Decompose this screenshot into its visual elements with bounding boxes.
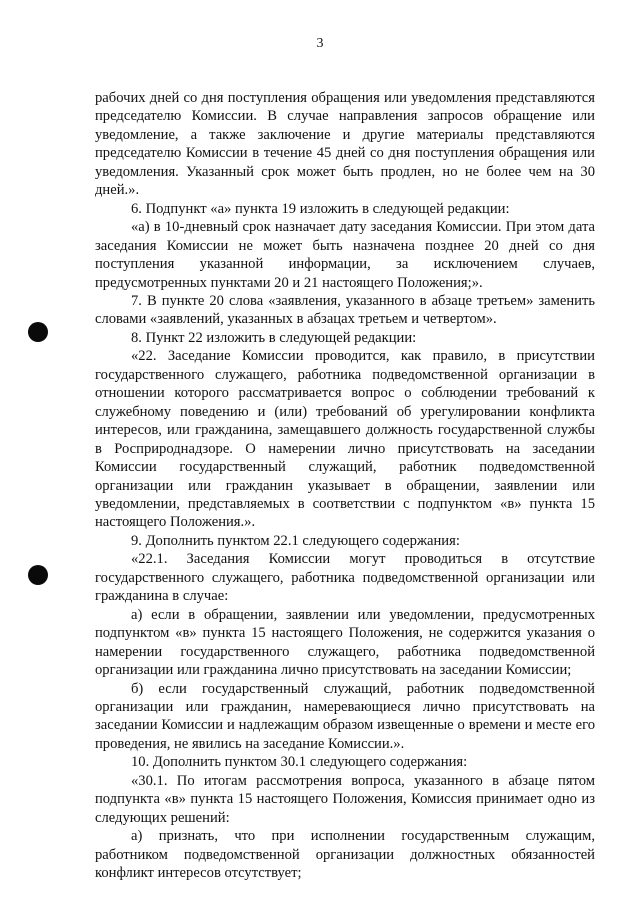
paragraph: «30.1. По итогам рассмотрения вопроса, указанного в абзаце пятом подпункта «в» пункта 15 настоящего Положения, Комиссия принимает одно из следующих решений: bbox=[95, 772, 595, 826]
paragraph: 6. Подпункт «а» пункта 19 изложить в следующей редакции: bbox=[131, 200, 510, 217]
paragraph: 10. Дополнить пунктом 30.1 следующего содержания: bbox=[131, 754, 468, 771]
paragraph: а) признать, что при исполнении государственным служащим, работником подведомственной организации должностных обязанностей конфликт интересов отсутствует; bbox=[95, 828, 595, 882]
paragraph: а) если в обращении, заявлении или уведомлении, предусмотренных подпунктом «в» пункта 15 настоящего Положения, не содержится указания о намерении государственного служащего, работника подведомственной организации или гражданина лично присутствовать на заседании Комиссии; bbox=[95, 606, 595, 679]
document-body bbox=[95, 89, 595, 882]
paragraph: 9. Дополнить пунктом 22.1 следующего содержания: bbox=[131, 532, 460, 549]
paragraph: рабочих дней со дня поступления обращения или уведомления представляются председателю Комиссии. В случае направления запросов обращение или уведомление, а также заключение и другие материалы представляются председателю Комиссии в течение 45 дней со дня поступления обращения или уведомления. Указанный срок может быть продлен, но не более чем на 30 дней.». bbox=[95, 90, 595, 199]
page-number: 3 bbox=[316, 36, 324, 51]
paragraph: 7. В пункте 20 слова «заявления, указанного в абзаце третьем» заменить словами «заявлений, указанных в абзацах третьем и четвертом». bbox=[95, 292, 595, 328]
punch-hole-bottom bbox=[28, 565, 48, 585]
paragraph: «а) в 10-дневный срок назначает дату заседания Комиссии. При этом дата заседания Комиссии не может быть назначена позднее 20 дней со дня поступления указанной информации, за исключением случаев, предусмотренных пунктами 20 и 21 настоящего Положения;». bbox=[95, 219, 595, 291]
paragraph: 8. Пункт 22 изложить в следующей редакции: bbox=[131, 329, 417, 346]
punch-hole-top bbox=[28, 322, 48, 342]
paragraph: «22. Заседание Комиссии проводится, как правило, в присутствии государственного служащего, работника подведомственной организации в отношении которого рассматривается вопрос о соблюдении требований к служебному поведению и (или) требований об урегулировании конфликта интересов, или гражданина, замещавшего должность государственной службы в Росприроднадзоре. О намерении лично присутствовать на заседании Комиссии государственный служащий, работник подведомственной организации или гражданин указывает в обращении, заявлении или уведомлении, представляемых в соответствии с подпунктом «в» пункта 15 настоящего Положения.». bbox=[95, 348, 595, 531]
paragraph: б) если государственный служащий, работник подведомственной организации или гражданин, намеревающиеся лично присутствовать на заседании Комиссии и надлежащим образом извещенные о времени и месте его проведения, не явились на заседание Комиссии.». bbox=[95, 680, 595, 752]
paragraph: «22.1. Заседания Комиссии могут проводиться в отсутствие государственного служащего, работника подведомственной организации или гражданина в случае: bbox=[95, 551, 595, 605]
